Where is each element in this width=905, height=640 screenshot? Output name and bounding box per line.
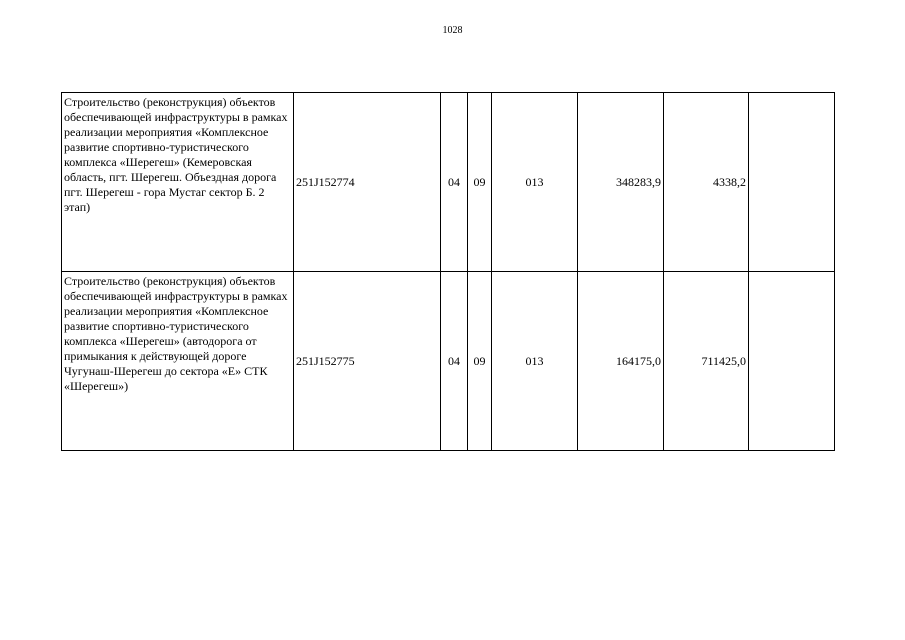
amount-cell-3 xyxy=(749,272,835,451)
page-number: 1028 xyxy=(442,25,463,36)
amount-cell-2: 4338,2 xyxy=(664,93,749,272)
expense-type-cell: 013 xyxy=(492,93,578,272)
target-code-cell: 251J152775 xyxy=(294,272,441,451)
target-code-cell: 251J152774 xyxy=(294,93,441,272)
section-cell: 04 xyxy=(441,93,468,272)
table-row xyxy=(62,93,835,272)
object-name-cell: Строительство (реконструкция) объектов обеспечивающей инфраструктуры в рамках реализации мероприятия «Комплексное развитие спортивно-туристического комплекса «Шерегеш» (Кемеровская область, пгт. Шерегеш. Объездная дорога пгт. Шерегеш - гора Мустаг сектор Б. 2 этап) xyxy=(62,93,294,272)
table-row xyxy=(62,272,835,451)
subsection-cell: 09 xyxy=(468,93,492,272)
amount-cell-1: 164175,0 xyxy=(578,272,664,451)
object-name-cell: Строительство (реконструкция) объектов обеспечивающей инфраструктуры в рамках реализации мероприятия «Комплексное развитие спортивно-туристического комплекса «Шерегеш» (автодорога от примыкания к действующей дороге Чугунаш-Шерегеш до сектора «Е» СТК «Шерегеш») xyxy=(62,272,294,451)
subsection-cell: 09 xyxy=(468,272,492,451)
amount-cell-2: 711425,0 xyxy=(664,272,749,451)
section-cell: 04 xyxy=(441,272,468,451)
amount-cell-3 xyxy=(749,93,835,272)
budget-table xyxy=(61,92,835,451)
amount-cell-1: 348283,9 xyxy=(578,93,664,272)
expense-type-cell: 013 xyxy=(492,272,578,451)
